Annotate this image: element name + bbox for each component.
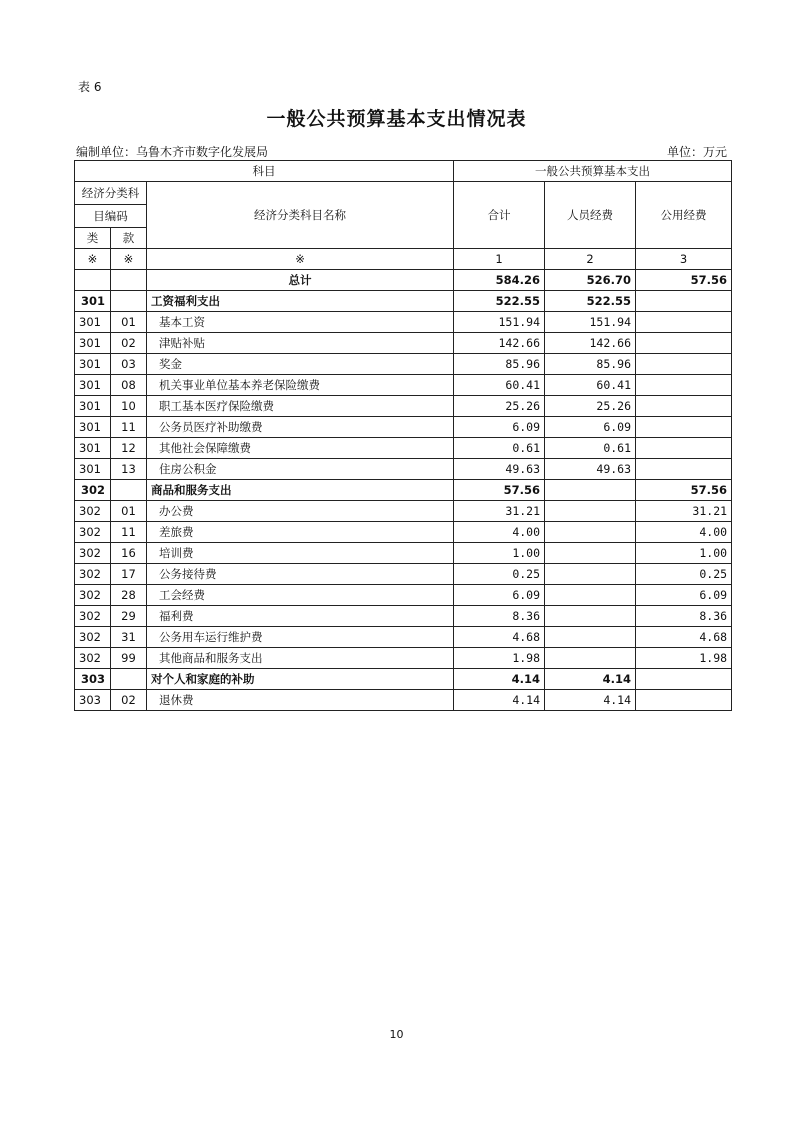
row-name: 职工基本医疗保险缴费 [147, 396, 454, 417]
row-kuan: 02 [111, 690, 147, 711]
row-total: 8.36 [454, 606, 545, 627]
row-lei: 301 [75, 459, 111, 480]
row-total: 1.98 [454, 648, 545, 669]
row-public [636, 396, 732, 417]
table-row [75, 627, 732, 648]
row-public [636, 690, 732, 711]
row-public [636, 312, 732, 333]
col-index-1: 1 [454, 249, 545, 270]
row-name: 工资福利支出 [147, 291, 454, 312]
row-kuan: 11 [111, 522, 147, 543]
row-personnel [545, 480, 636, 501]
header-lei: 类 [75, 228, 111, 249]
row-name: 退休费 [147, 690, 454, 711]
table-row [75, 606, 732, 627]
row-lei: 301 [75, 354, 111, 375]
row-kuan: 17 [111, 564, 147, 585]
table-row [75, 417, 732, 438]
row-personnel: 522.55 [545, 291, 636, 312]
row-lei: 302 [75, 522, 111, 543]
row-kuan: 12 [111, 438, 147, 459]
row-lei: 302 [75, 480, 111, 501]
table-row [75, 438, 732, 459]
row-total: 4.14 [454, 669, 545, 690]
row-personnel [545, 606, 636, 627]
table-row [75, 648, 732, 669]
row-name: 机关事业单位基本养老保险缴费 [147, 375, 454, 396]
row-total: 25.26 [454, 396, 545, 417]
row-personnel: 25.26 [545, 396, 636, 417]
row-personnel: 85.96 [545, 354, 636, 375]
grand-total-row [75, 270, 732, 291]
row-public: 4.68 [636, 627, 732, 648]
row-total: 522.55 [454, 291, 545, 312]
header-econ-name: 经济分类科目名称 [147, 182, 454, 249]
row-public: 31.21 [636, 501, 732, 522]
mark-2: ※ [111, 249, 147, 270]
header-econ-code-1: 经济分类科 [75, 182, 147, 205]
row-total: 142.66 [454, 333, 545, 354]
table-row [75, 669, 732, 690]
col-index-2: 2 [545, 249, 636, 270]
grand-total-total: 584.26 [454, 270, 545, 291]
page-number: 10 [389, 1028, 404, 1041]
row-name: 奖金 [147, 354, 454, 375]
row-total: 60.41 [454, 375, 545, 396]
row-lei: 303 [75, 690, 111, 711]
row-lei: 302 [75, 501, 111, 522]
row-public: 1.98 [636, 648, 732, 669]
row-personnel: 4.14 [545, 669, 636, 690]
table-row [75, 564, 732, 585]
row-personnel: 151.94 [545, 312, 636, 333]
table-row [75, 543, 732, 564]
row-kuan: 01 [111, 312, 147, 333]
grand-total-public: 57.56 [636, 270, 732, 291]
row-kuan: 08 [111, 375, 147, 396]
row-kuan: 13 [111, 459, 147, 480]
table-row [75, 312, 732, 333]
row-name: 住房公积金 [147, 459, 454, 480]
row-public: 8.36 [636, 606, 732, 627]
row-lei: 301 [75, 375, 111, 396]
table-row [75, 690, 732, 711]
row-lei: 301 [75, 417, 111, 438]
table-row [75, 375, 732, 396]
row-name: 对个人和家庭的补助 [147, 669, 454, 690]
row-personnel: 142.66 [545, 333, 636, 354]
header-public: 公用经费 [636, 182, 732, 249]
table-row [75, 396, 732, 417]
col-index-3: 3 [636, 249, 732, 270]
table-row [75, 459, 732, 480]
row-name: 差旅费 [147, 522, 454, 543]
row-public [636, 669, 732, 690]
row-total: 151.94 [454, 312, 545, 333]
row-personnel: 49.63 [545, 459, 636, 480]
row-public [636, 417, 732, 438]
row-kuan [111, 291, 147, 312]
row-public [636, 375, 732, 396]
row-personnel: 6.09 [545, 417, 636, 438]
row-personnel [545, 522, 636, 543]
row-kuan: 31 [111, 627, 147, 648]
row-name: 其他商品和服务支出 [147, 648, 454, 669]
row-name: 公务用车运行维护费 [147, 627, 454, 648]
row-total: 1.00 [454, 543, 545, 564]
table-row [75, 354, 732, 375]
row-kuan: 28 [111, 585, 147, 606]
row-name: 福利费 [147, 606, 454, 627]
row-kuan: 02 [111, 333, 147, 354]
row-public [636, 459, 732, 480]
row-public: 6.09 [636, 585, 732, 606]
table-label: 表 6 [78, 80, 102, 94]
row-total: 4.14 [454, 690, 545, 711]
row-personnel [545, 648, 636, 669]
table-row [75, 333, 732, 354]
row-kuan: 99 [111, 648, 147, 669]
row-public: 0.25 [636, 564, 732, 585]
row-total: 0.25 [454, 564, 545, 585]
row-kuan: 03 [111, 354, 147, 375]
row-name: 办公费 [147, 501, 454, 522]
row-lei: 302 [75, 606, 111, 627]
row-public: 4.00 [636, 522, 732, 543]
unit-label: 单位：万元 [666, 145, 727, 159]
row-total: 49.63 [454, 459, 545, 480]
row-kuan [111, 669, 147, 690]
row-total: 31.21 [454, 501, 545, 522]
table-row [75, 522, 732, 543]
row-kuan: 16 [111, 543, 147, 564]
table-row [75, 480, 732, 501]
row-name: 基本工资 [147, 312, 454, 333]
header-total: 合计 [454, 182, 545, 249]
row-public [636, 333, 732, 354]
row-lei: 301 [75, 438, 111, 459]
header-econ-code-2: 目编码 [75, 205, 147, 228]
header-subject: 科目 [75, 161, 454, 182]
row-name: 其他社会保障缴费 [147, 438, 454, 459]
row-kuan: 11 [111, 417, 147, 438]
row-name: 工会经费 [147, 585, 454, 606]
row-public [636, 438, 732, 459]
row-total: 0.61 [454, 438, 545, 459]
row-kuan: 10 [111, 396, 147, 417]
row-public [636, 354, 732, 375]
row-kuan: 01 [111, 501, 147, 522]
row-total: 6.09 [454, 585, 545, 606]
row-lei: 303 [75, 669, 111, 690]
row-personnel: 0.61 [545, 438, 636, 459]
row-lei: 302 [75, 627, 111, 648]
row-lei: 302 [75, 648, 111, 669]
row-name: 商品和服务支出 [147, 480, 454, 501]
row-personnel: 60.41 [545, 375, 636, 396]
row-public: 57.56 [636, 480, 732, 501]
row-name: 津贴补贴 [147, 333, 454, 354]
row-total: 4.00 [454, 522, 545, 543]
row-total: 6.09 [454, 417, 545, 438]
row-personnel [545, 501, 636, 522]
row-public: 1.00 [636, 543, 732, 564]
row-total: 85.96 [454, 354, 545, 375]
row-lei: 302 [75, 585, 111, 606]
header-kuan: 款 [111, 228, 147, 249]
row-kuan: 29 [111, 606, 147, 627]
row-kuan [111, 480, 147, 501]
row-lei: 301 [75, 312, 111, 333]
row-name: 培训费 [147, 543, 454, 564]
row-personnel: 4.14 [545, 690, 636, 711]
row-personnel [545, 543, 636, 564]
row-lei: 301 [75, 333, 111, 354]
row-personnel [545, 627, 636, 648]
header-expense-group: 一般公共预算基本支出 [454, 161, 732, 182]
expense-table [74, 160, 732, 711]
table-row [75, 585, 732, 606]
header-personnel: 人员经费 [545, 182, 636, 249]
mark-3: ※ [147, 249, 454, 270]
row-name: 公务员医疗补助缴费 [147, 417, 454, 438]
row-lei: 301 [75, 291, 111, 312]
row-name: 公务接待费 [147, 564, 454, 585]
row-lei: 301 [75, 396, 111, 417]
org-label: 编制单位：乌鲁木齐市数字化发展局 [76, 145, 269, 159]
row-personnel [545, 585, 636, 606]
grand-total-personnel: 526.70 [545, 270, 636, 291]
table-row [75, 291, 732, 312]
row-lei: 302 [75, 543, 111, 564]
row-total: 57.56 [454, 480, 545, 501]
row-personnel [545, 564, 636, 585]
row-total: 4.68 [454, 627, 545, 648]
mark-1: ※ [75, 249, 111, 270]
page-title: 一般公共预算基本支出情况表 [266, 108, 527, 130]
row-lei: 302 [75, 564, 111, 585]
row-public [636, 291, 732, 312]
table-row [75, 501, 732, 522]
grand-total-label: 总计 [147, 270, 454, 291]
